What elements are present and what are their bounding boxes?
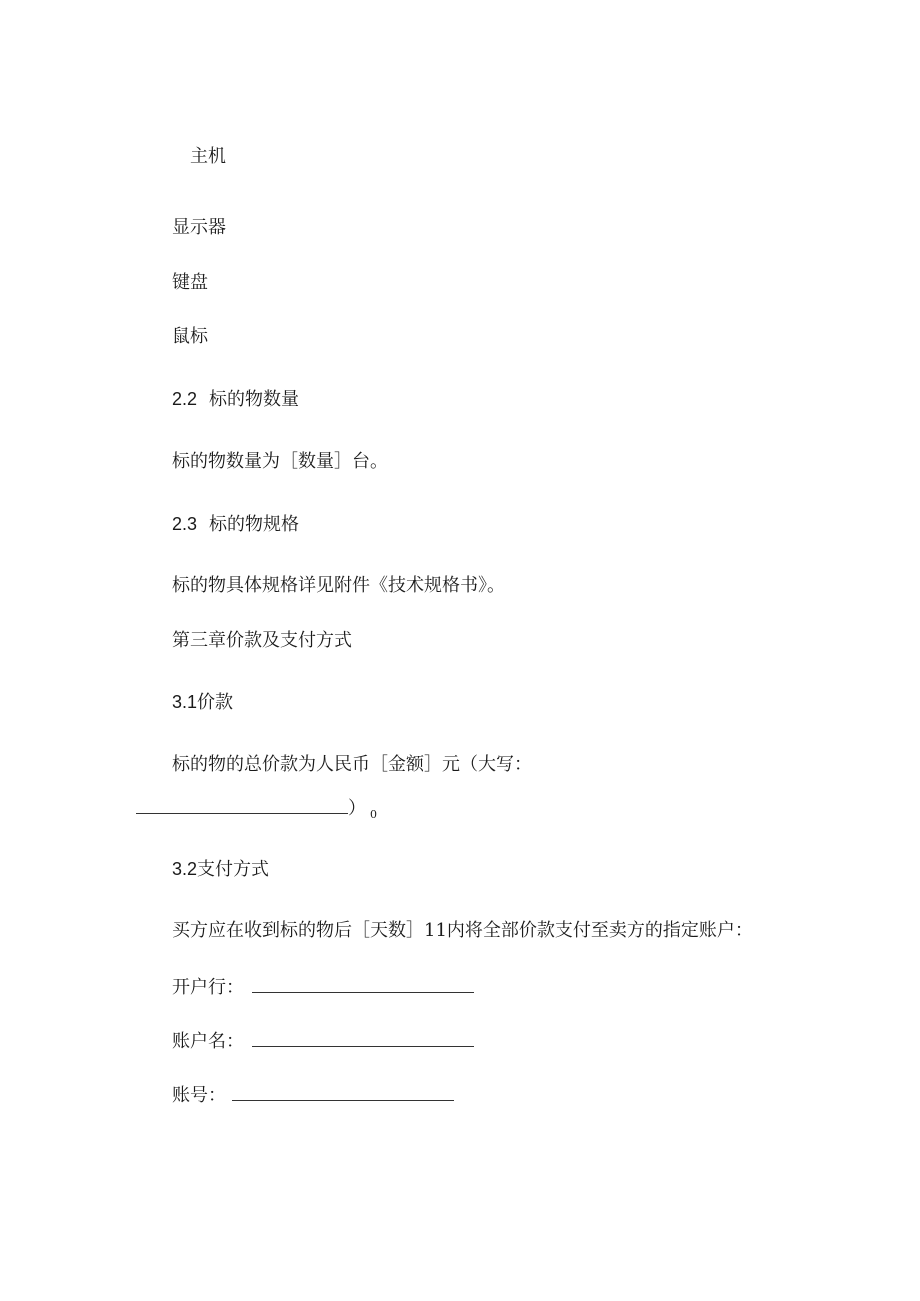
section-2-3-heading [172, 513, 299, 536]
section-number: 3.1 [172, 692, 198, 712]
section-number: 2.3 [172, 514, 198, 534]
account-name-blank[interactable] [252, 1032, 474, 1047]
bank-row [172, 977, 474, 999]
close-paren: ） [348, 798, 366, 819]
account-name-label: 账户名： [172, 1031, 244, 1052]
account-number-blank[interactable] [232, 1086, 454, 1101]
price-paragraph: 标的物的总价款为人民币［金额］元（大写： [172, 754, 532, 775]
spec-paragraph: 标的物具体规格详见附件《技术规格书》。 [172, 575, 505, 596]
section-2-2-heading [172, 388, 299, 411]
section-title: 标的物规格 [209, 514, 300, 535]
item-host: 主机 [190, 146, 226, 167]
account-name-row [172, 1031, 474, 1053]
amount-in-words-blank[interactable] [136, 799, 348, 814]
payment-paragraph: 买方应在收到标的物后［天数］11内将全部价款支付至卖方的指定账户： [172, 920, 753, 941]
item-keyboard: 键盘 [172, 272, 208, 293]
item-monitor: 显示器 [172, 217, 226, 238]
section-title: 标的物数量 [209, 389, 300, 410]
bank-label: 开户行： [172, 977, 244, 998]
account-number-row [172, 1085, 454, 1107]
section-3-2-heading [172, 858, 269, 881]
quantity-paragraph: 标的物数量为［数量］台。 [172, 451, 388, 472]
section-number: 3.2 [172, 859, 198, 879]
section-3-1-heading [172, 691, 233, 714]
section-title: 支付方式 [197, 859, 270, 880]
section-number: 2.2 [172, 389, 198, 409]
section-title: 价款 [197, 692, 234, 713]
price-continuation [136, 798, 377, 826]
stray-mark: 0 [370, 808, 377, 821]
item-mouse: 鼠标 [172, 326, 208, 347]
chapter-3-title: 第三章价款及支付方式 [172, 630, 352, 651]
account-number-label: 账号： [172, 1085, 226, 1106]
bank-blank[interactable] [252, 978, 474, 993]
